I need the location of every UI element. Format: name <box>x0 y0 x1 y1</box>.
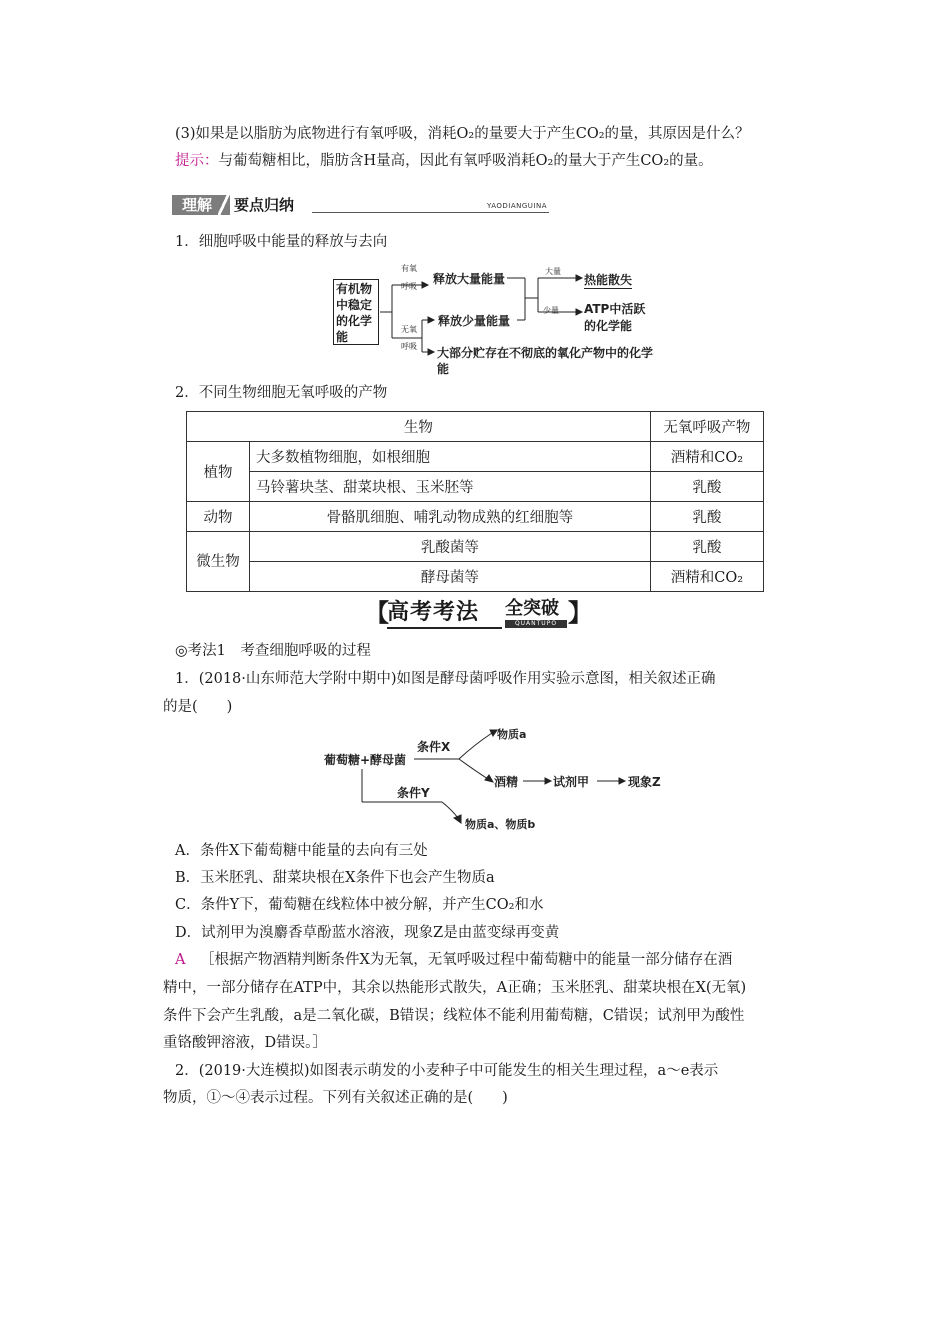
yeast-sub-ab: 物质a、物质b <box>465 818 536 831</box>
hint-label: 提示： <box>175 153 219 169</box>
q1-option-a: A．条件X下葡萄糖中能量的去向有三处 <box>175 843 428 859</box>
banner-pinyin: QUANTUPO <box>505 620 567 628</box>
table-cell: 马铃薯块茎、甜菜块根、玉米胚等 <box>250 472 651 502</box>
table-cell: 乳酸 <box>650 472 763 502</box>
section-title: 要点归纳 <box>234 196 295 214</box>
table-group-label: 微生物 <box>187 532 250 592</box>
q1-explanation-line <box>175 950 732 970</box>
q3-question: (3)如果是以脂肪为底物进行有氧呼吸，消耗O₂的量要大于产生CO₂的量，其原因是什么？ <box>175 126 750 142</box>
yeast-reagent: 试剂甲 <box>553 775 590 789</box>
banner-right-bracket: 】 <box>568 599 592 627</box>
section-tag: 理解 <box>172 195 222 215</box>
flow-small: 少量 <box>543 306 559 315</box>
q1-explanation-line: 精中，一部分储存在ATP中，其余以热能形式散失，A正确；玉米胚乳、甜菜块根在X(无氧) <box>163 980 747 996</box>
table-cell: 酒精和CO₂ <box>650 442 763 472</box>
table-cell: 大多数植物细胞，如根细胞 <box>250 442 651 472</box>
table-cell: 酵母菌等 <box>250 562 651 592</box>
yeast-cond-x: 条件X <box>417 740 451 754</box>
q2-line2: 物质，①～④表示过程。下列有关叙述正确的是( ) <box>163 1090 508 1106</box>
yeast-alcohol: 酒精 <box>494 775 519 789</box>
q1-line2: 的是( ) <box>163 699 233 715</box>
hint-text: 与葡萄糖相比，脂肪含H量高，因此有氧呼吸消耗O₂的量大于产生CO₂的量。 <box>218 153 713 169</box>
table-group-label: 动物 <box>187 502 250 532</box>
table-header-row <box>187 412 764 442</box>
flow-source-box: 有机物中稳定的化学能 <box>333 279 379 345</box>
yeast-phenomenon: 现象Z <box>628 775 661 789</box>
q1-option-d: D．试剂甲为溴麝香草酚蓝水溶液，现象Z是由蓝变绿再变黄 <box>175 925 560 941</box>
exam-banner <box>365 598 590 630</box>
table-row <box>187 502 764 532</box>
table-header: 无氧呼吸产物 <box>650 412 763 442</box>
flow-release-small: 释放少量能量 <box>438 314 511 328</box>
section-pinyin: YAODIANGUINA <box>486 202 547 210</box>
yeast-cond-y: 条件Y <box>397 786 430 800</box>
table-row <box>187 562 764 592</box>
flow-most-stored: 大部分贮存在不彻底的氧化产物中的化学能 <box>437 346 654 376</box>
banner-title: 高考考法 <box>387 600 480 625</box>
table-cell: 乳酸 <box>650 502 763 532</box>
q2-line1: 2．(2019·大连模拟)如图表示萌发的小麦种子中可能发生的相关生理过程，a～e表示 <box>175 1063 719 1079</box>
table-cell: 酒精和CO₂ <box>650 562 763 592</box>
table-cell: 乳酸 <box>650 532 763 562</box>
yeast-sub-a: 物质a <box>497 728 527 741</box>
q1-option-b: B．玉米胚乳、甜菜块根在X条件下也会产生物质a <box>175 870 495 886</box>
flow-release-large: 释放大量能量 <box>433 272 506 286</box>
banner-highlight: 全突破 <box>505 598 559 619</box>
table-cell: 乳酸菌等 <box>250 532 651 562</box>
table-cell: 骨骼肌细胞、哺乳动物成熟的红细胞等 <box>250 502 651 532</box>
table-row <box>187 442 764 472</box>
banner-underline <box>387 627 502 629</box>
q1-option-c: C．条件Y下，葡萄糖在线粒体中被分解，并产生CO₂和水 <box>175 897 544 913</box>
table-header: 生物 <box>187 412 651 442</box>
q1-explanation-text: ［根据产物酒精判断条件X为无氧，无氧呼吸过程中葡萄糖中的能量一部分储存在酒 <box>199 952 733 968</box>
q1-line1: 1．(2018·山东师范大学附中期中)如图是酵母菌呼吸作用实验示意图，相关叙述正确 <box>175 671 716 687</box>
flow-heat: 热能散失 <box>584 273 633 287</box>
banner-left-bracket: 【 <box>365 599 389 627</box>
q1-answer: A <box>175 952 186 968</box>
point2-heading: 2．不同生物细胞无氧呼吸的产物 <box>175 385 388 401</box>
kaofa1-title: ◎考法1 考查细胞呼吸的过程 <box>175 643 371 659</box>
flow-lines <box>0 0 950 400</box>
products-table <box>186 411 764 592</box>
table-row <box>187 472 764 502</box>
flow-atp: ATP中活跃的化学能 <box>584 302 646 333</box>
yeast-start: 葡萄糖+酵母菌 <box>324 753 407 767</box>
flow-anaerobic-1: 无氧 <box>401 325 417 334</box>
flow-anaerobic-2: 呼吸 <box>401 342 417 351</box>
q1-explanation-line: 重铬酸钾溶液，D错误。］ <box>163 1035 327 1051</box>
flow-large: 大量 <box>545 267 561 276</box>
table-group-label: 植物 <box>187 442 250 502</box>
point1-heading: 1．细胞呼吸中能量的释放与去向 <box>175 234 388 250</box>
q1-explanation-line: 条件下会产生乳酸，a是二氧化碳，B错误；线粒体不能利用葡萄糖，C错误；试剂甲为酸性 <box>163 1008 745 1024</box>
flow-aerobic-2: 呼吸 <box>401 282 417 291</box>
flow-aerobic-1: 有氧 <box>401 264 417 273</box>
table-row <box>187 532 764 562</box>
